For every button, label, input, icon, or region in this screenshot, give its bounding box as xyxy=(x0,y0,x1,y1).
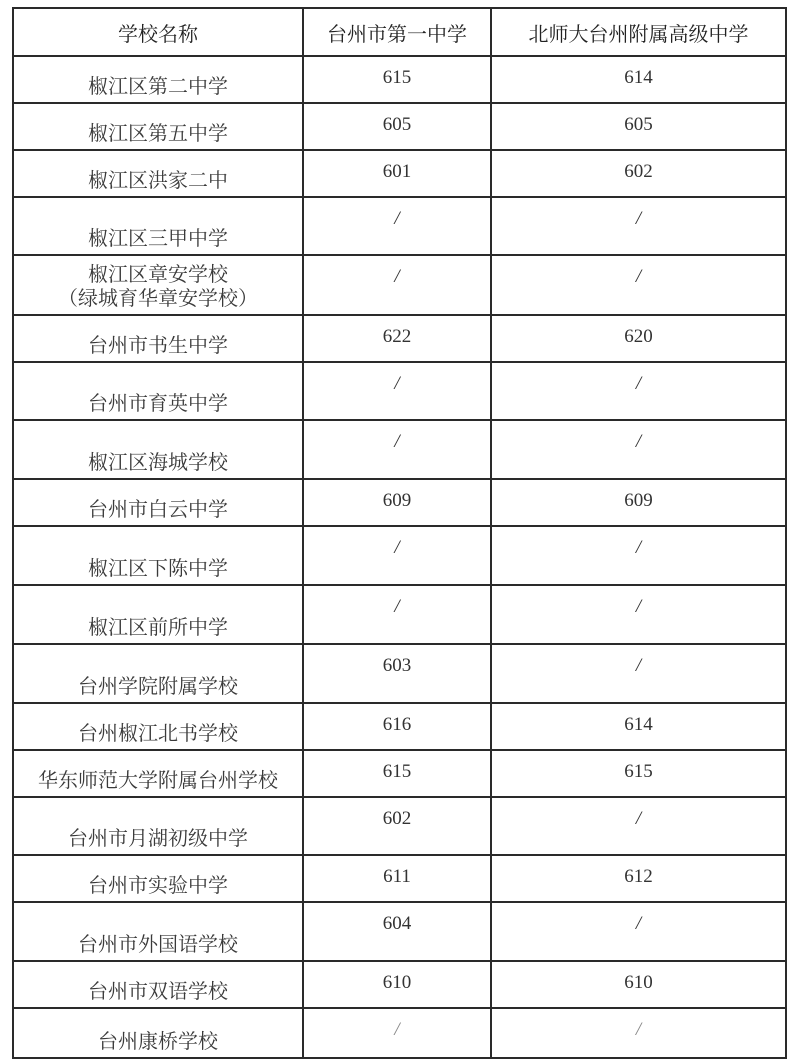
score-taizhou-no1-cell xyxy=(303,750,491,797)
table-row xyxy=(13,362,786,420)
score-bnu-taizhou-cell xyxy=(491,362,786,420)
table-row xyxy=(13,797,786,855)
school-name xyxy=(14,497,302,521)
score-bnu-taizhou-cell xyxy=(491,479,786,526)
school-name xyxy=(14,873,302,897)
school-name-line: 台州市育英中学 xyxy=(88,391,228,415)
score-value: / xyxy=(635,596,642,617)
score-taizhou-no1-cell xyxy=(303,197,491,255)
table-row xyxy=(13,644,786,703)
school-name-line: 椒江区第二中学 xyxy=(88,74,228,98)
table-body xyxy=(13,56,786,1058)
school-name-line: 台州市实验中学 xyxy=(88,873,228,897)
header-taizhou-no1: 台州市第一中学 xyxy=(303,8,491,56)
school-name-cell xyxy=(13,197,303,255)
score-taizhou-no1-cell xyxy=(303,797,491,855)
table-row xyxy=(13,103,786,150)
score-taizhou-no1-cell xyxy=(303,526,491,585)
score-taizhou-no1-cell xyxy=(303,855,491,902)
score-taizhou-no1-cell xyxy=(303,315,491,362)
school-name-line: 台州市月湖初级中学 xyxy=(68,826,248,850)
school-name-cell xyxy=(13,961,303,1008)
table-row xyxy=(13,150,786,197)
score-bnu-taizhou-cell xyxy=(491,56,786,103)
school-name-line: 台州椒江北书学校 xyxy=(78,721,238,745)
score-value: / xyxy=(394,208,400,229)
table-row xyxy=(13,479,786,526)
score-value: / xyxy=(394,537,400,558)
table-row xyxy=(13,255,786,315)
table-row xyxy=(13,526,786,585)
school-name xyxy=(14,450,302,474)
score-bnu-taizhou-cell xyxy=(491,585,786,644)
header-row xyxy=(13,8,786,56)
school-name xyxy=(14,74,302,98)
school-name-cell xyxy=(13,644,303,703)
score-taizhou-no1-cell xyxy=(303,420,491,479)
score-value: 615 xyxy=(382,67,412,88)
score-value: / xyxy=(635,266,642,287)
table-row xyxy=(13,1008,786,1058)
score-value: / xyxy=(394,431,400,452)
score-value: / xyxy=(635,1019,642,1040)
score-value: 610 xyxy=(382,972,412,993)
table-row xyxy=(13,56,786,103)
score-bnu-taizhou-cell xyxy=(491,526,786,585)
table-row xyxy=(13,315,786,362)
school-name xyxy=(14,768,302,792)
score-bnu-taizhou-cell xyxy=(491,103,786,150)
score-value: 609 xyxy=(382,490,412,511)
school-name-line: 台州学院附属学校 xyxy=(78,674,238,698)
score-value: 609 xyxy=(624,490,653,511)
score-bnu-taizhou-cell xyxy=(491,750,786,797)
school-name-line: 华东师范大学附属台州学校 xyxy=(38,768,278,792)
school-name-line: 椒江区海城学校 xyxy=(88,450,228,474)
score-taizhou-no1-cell xyxy=(303,150,491,197)
score-value: / xyxy=(635,655,642,676)
score-value: 615 xyxy=(624,761,653,782)
score-taizhou-no1-cell xyxy=(303,56,491,103)
school-name-cell xyxy=(13,103,303,150)
table-row xyxy=(13,420,786,479)
score-taizhou-no1-cell xyxy=(303,103,491,150)
table-row xyxy=(13,197,786,255)
score-value: 620 xyxy=(624,326,653,347)
score-value: 605 xyxy=(382,114,412,135)
score-bnu-taizhou-cell xyxy=(491,797,786,855)
school-name-cell xyxy=(13,150,303,197)
school-name-cell xyxy=(13,315,303,362)
school-name-line: 椒江区第五中学 xyxy=(88,121,228,145)
school-name xyxy=(14,168,302,192)
score-value: / xyxy=(635,431,642,452)
score-value: / xyxy=(635,913,642,934)
score-bnu-taizhou-cell xyxy=(491,255,786,315)
score-bnu-taizhou-cell xyxy=(491,703,786,750)
school-name xyxy=(14,333,302,357)
score-bnu-taizhou-cell xyxy=(491,961,786,1008)
school-name-cell xyxy=(13,797,303,855)
score-bnu-taizhou-cell xyxy=(491,315,786,362)
school-name xyxy=(14,674,302,698)
school-name-line: 台州市双语学校 xyxy=(88,979,228,1003)
school-name xyxy=(14,226,302,250)
school-name xyxy=(14,391,302,415)
score-table xyxy=(12,7,787,1059)
score-value: 612 xyxy=(624,866,653,887)
score-value: 602 xyxy=(624,161,653,182)
school-name-line: 台州市书生中学 xyxy=(88,333,228,357)
score-value: / xyxy=(394,596,400,617)
school-name-line: 台州市白云中学 xyxy=(88,497,228,521)
table-row xyxy=(13,961,786,1008)
score-value: / xyxy=(635,373,642,394)
score-taizhou-no1-cell xyxy=(303,585,491,644)
school-name-cell xyxy=(13,420,303,479)
school-name-alias: （绿城育华章安学校） xyxy=(58,286,258,310)
score-value: 605 xyxy=(624,114,653,135)
table-row xyxy=(13,855,786,902)
score-value: 615 xyxy=(382,761,412,782)
score-bnu-taizhou-cell xyxy=(491,644,786,703)
score-value: 614 xyxy=(624,67,653,88)
school-name xyxy=(14,556,302,580)
school-name xyxy=(14,1029,302,1053)
school-name xyxy=(14,826,302,850)
score-taizhou-no1-cell xyxy=(303,644,491,703)
school-name-cell xyxy=(13,585,303,644)
school-name-cell xyxy=(13,902,303,961)
score-taizhou-no1-cell xyxy=(303,362,491,420)
score-taizhou-no1-cell xyxy=(303,961,491,1008)
score-value: 622 xyxy=(382,326,412,347)
school-name-line: 椒江区洪家二中 xyxy=(88,168,228,192)
score-taizhou-no1-cell xyxy=(303,1008,491,1058)
table-row xyxy=(13,585,786,644)
score-taizhou-no1-cell xyxy=(303,479,491,526)
score-bnu-taizhou-cell xyxy=(491,197,786,255)
score-value: / xyxy=(635,537,642,558)
school-name-cell xyxy=(13,1008,303,1058)
score-bnu-taizhou-cell xyxy=(491,902,786,961)
score-bnu-taizhou-cell xyxy=(491,1008,786,1058)
score-value: 602 xyxy=(382,808,412,829)
table-row xyxy=(13,750,786,797)
school-name-line: 台州市外国语学校 xyxy=(78,932,238,956)
school-name xyxy=(14,121,302,145)
score-value: / xyxy=(394,266,400,287)
score-value: 614 xyxy=(624,714,653,735)
school-name xyxy=(14,932,302,956)
school-name-cell xyxy=(13,362,303,420)
header-bnu-taizhou: 北师大台州附属高级中学 xyxy=(491,8,786,56)
score-taizhou-no1-cell xyxy=(303,902,491,961)
school-name xyxy=(14,979,302,1003)
school-name-cell xyxy=(13,750,303,797)
school-name-cell xyxy=(13,56,303,103)
score-value: 604 xyxy=(382,913,412,934)
score-value: 611 xyxy=(383,866,411,887)
score-value: / xyxy=(635,808,642,829)
score-value: / xyxy=(394,1019,400,1040)
score-bnu-taizhou-cell xyxy=(491,150,786,197)
table-row xyxy=(13,703,786,750)
score-bnu-taizhou-cell xyxy=(491,855,786,902)
school-name xyxy=(14,721,302,745)
score-value: / xyxy=(635,208,642,229)
header-school-name: 学校名称 xyxy=(13,8,303,56)
score-value: 616 xyxy=(382,714,412,735)
school-name-line: 椒江区三甲中学 xyxy=(88,226,228,250)
school-name-line: 椒江区前所中学 xyxy=(88,615,228,639)
score-bnu-taizhou-cell xyxy=(491,420,786,479)
score-value: 601 xyxy=(382,161,412,182)
school-name-cell xyxy=(13,479,303,526)
score-value: 610 xyxy=(624,972,653,993)
school-name-cell xyxy=(13,703,303,750)
school-name-line: 椒江区下陈中学 xyxy=(88,556,228,580)
school-name-line: 台州康桥学校 xyxy=(98,1029,218,1053)
score-value: / xyxy=(394,373,400,394)
school-name-cell xyxy=(13,255,303,315)
school-name xyxy=(14,262,302,310)
score-value: 603 xyxy=(382,655,412,676)
school-name-line: 椒江区章安学校 xyxy=(88,262,228,286)
table-row xyxy=(13,902,786,961)
school-name-cell xyxy=(13,855,303,902)
school-name xyxy=(14,615,302,639)
score-taizhou-no1-cell xyxy=(303,703,491,750)
school-name-cell xyxy=(13,526,303,585)
score-taizhou-no1-cell xyxy=(303,255,491,315)
